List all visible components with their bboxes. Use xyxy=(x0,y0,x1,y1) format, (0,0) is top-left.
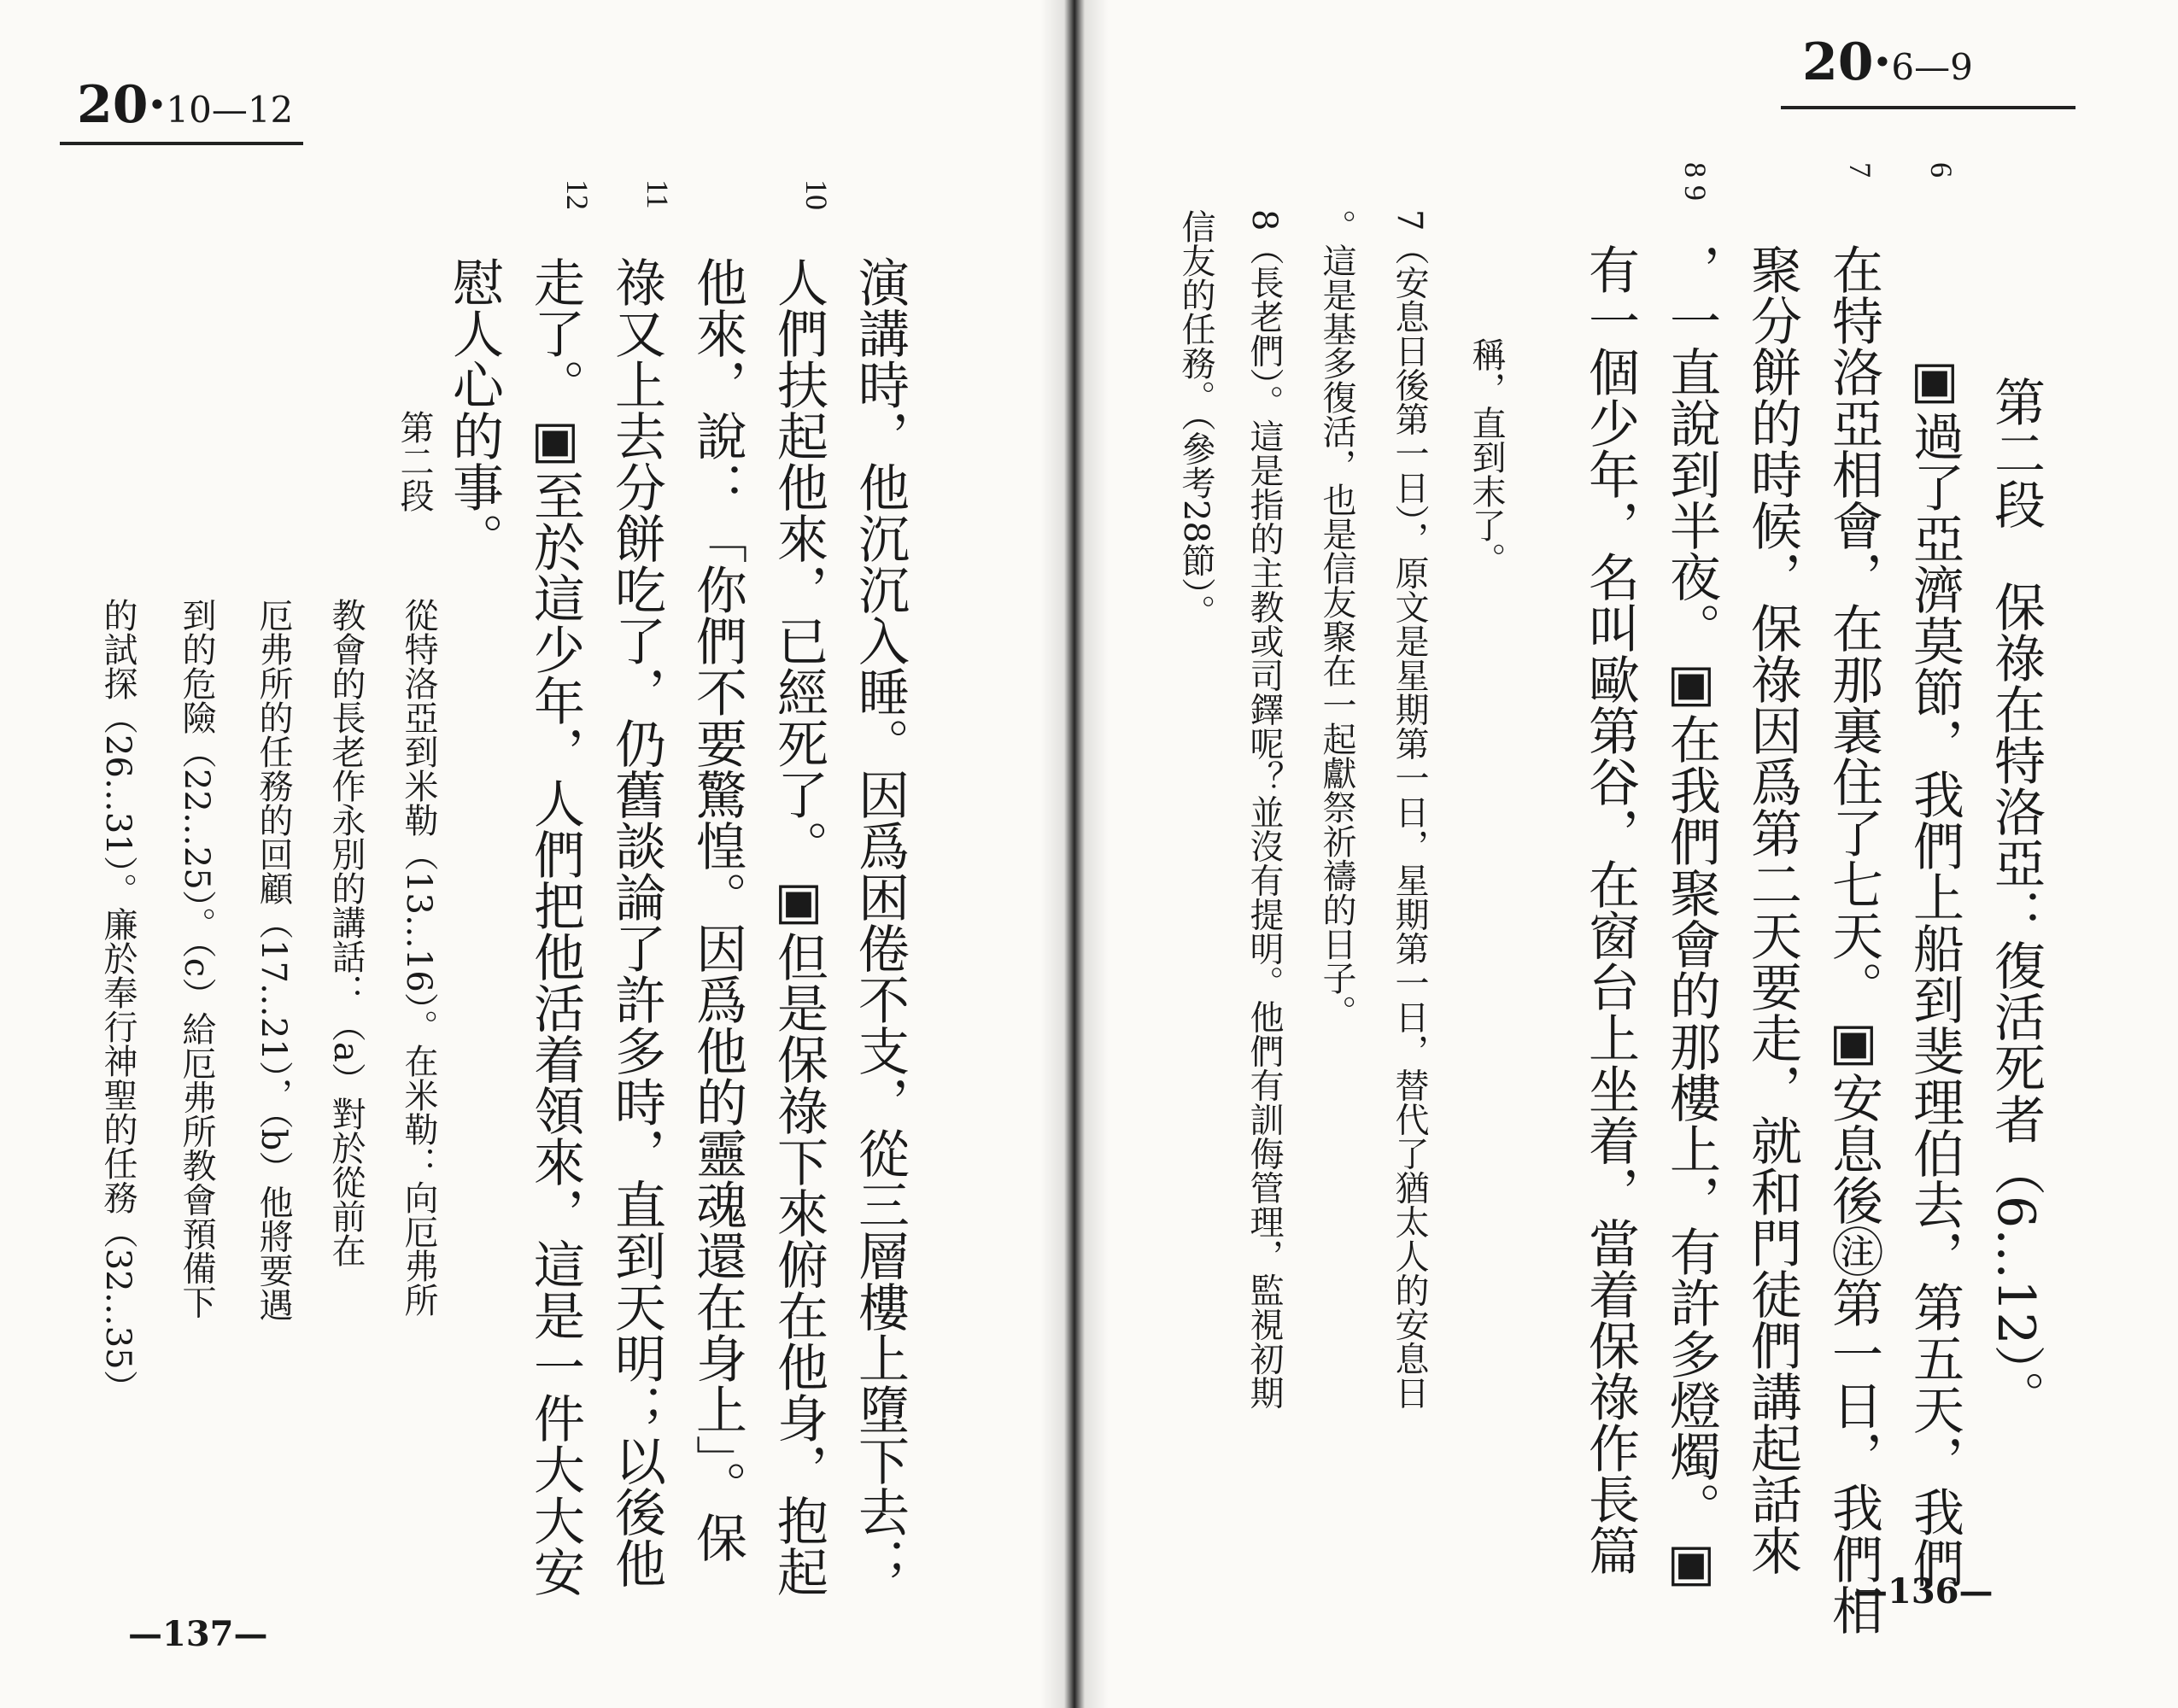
left-main-column: 走了。▣至於這少年，人們把他活着領來，這是一件大大安 xyxy=(525,256,585,1597)
left-header-rule xyxy=(60,142,303,145)
left-page-number: —137— xyxy=(128,1614,268,1654)
right-note-column: 8（長老們）。這是指的主教或司鐸呢？並沒有提明。他們有訓侮管理，監視初期 xyxy=(1244,209,1284,1410)
left-note-column: 教會的長老作永別的講話：（a）對於從前在 xyxy=(326,598,366,1267)
left-note-column: 從特洛亞到米勒（13…16）。在米勒：向厄弗所 xyxy=(399,598,438,1317)
left-main-column: 他來，說：「你們不要驚惶。因爲他的靈魂還在身上」。保 xyxy=(688,256,747,1563)
right-page-header xyxy=(1802,32,1973,92)
right-main-column: ▣過了亞濟莫節，我們上船到斐理伯去，第五天，我們 xyxy=(1905,350,1964,1588)
right-verse-number: 7 xyxy=(1843,162,1877,178)
left-header-verses: 10—12 xyxy=(166,89,294,131)
right-page xyxy=(1072,0,2178,1708)
left-note-column: 厄弗所的任務的回顧（17…21），（b）他將要遇 xyxy=(254,598,293,1322)
right-note-column: 稱，直到末了。 xyxy=(1467,337,1506,576)
left-verse-number: 10 xyxy=(799,179,834,210)
left-verse-number: 12 xyxy=(560,179,594,210)
left-main-column: 祿又上去分餅吃了，仍舊談論了許多時，直到天明；以後他 xyxy=(606,256,666,1588)
right-main-column: 在特洛亞相會，在那裏住了七天。▣安息後㊟第一日，我們相 xyxy=(1824,243,1883,1635)
right-main-column: 有一個少年，名叫歐第谷，在窗台上坐着，當着保祿作長篇 xyxy=(1580,243,1640,1576)
left-verse-number: 11 xyxy=(641,179,675,209)
right-note-column: 7（安息日後第一日），原文是星期第一日，星期第一日，替代了猶太人的安息日 xyxy=(1390,209,1429,1410)
right-note-column: 。這是基多復活，也是信友聚在一起獻祭祈禱的日子。 xyxy=(1317,209,1356,1029)
right-header-rule xyxy=(1781,106,2076,109)
right-main-column: ，一直說到半夜。▣在我們聚會的那樓上，有許多燈燭。▣ xyxy=(1661,243,1721,1593)
left-page-header xyxy=(77,75,293,135)
left-main-column: 慰人心的事。 xyxy=(444,256,504,564)
right-note-column: 信友的任務。（參考28節）。 xyxy=(1176,209,1215,629)
right-header-verses: 6—9 xyxy=(1891,46,1973,88)
right-header-chapter: 20· xyxy=(1802,32,1892,92)
left-note-column: 到的危險（22…25）。（c）給厄弗所教會預備下 xyxy=(177,598,216,1319)
left-note-column: 的試探（26…31）。廉於奉行神聖的任務（32…35） xyxy=(98,598,138,1404)
left-section-label: 第二段 xyxy=(395,410,434,512)
left-main-column: 人們扶起他來，已經死了。▣但是保祿下來俯在他身，抱起 xyxy=(769,256,828,1597)
right-verse-number: 8 9 xyxy=(1678,162,1713,201)
book-gutter xyxy=(1040,0,1109,1708)
right-main-column: 第二段 保祿在特洛亞：復活死者（6…12）。 xyxy=(1986,376,2046,1422)
right-verse-number: 6 xyxy=(1924,162,1958,178)
left-page xyxy=(0,0,1072,1708)
left-main-column: 演講時，他沉沉入睡。因爲困倦不支，從三層樓上墮下去； xyxy=(850,256,910,1588)
left-header-chapter: 20· xyxy=(77,75,167,135)
right-page-number: —136— xyxy=(1853,1571,1994,1611)
right-main-column: 聚分餅的時候，保祿因爲第二天要走，就和門徒們講起話來 xyxy=(1742,243,1802,1576)
